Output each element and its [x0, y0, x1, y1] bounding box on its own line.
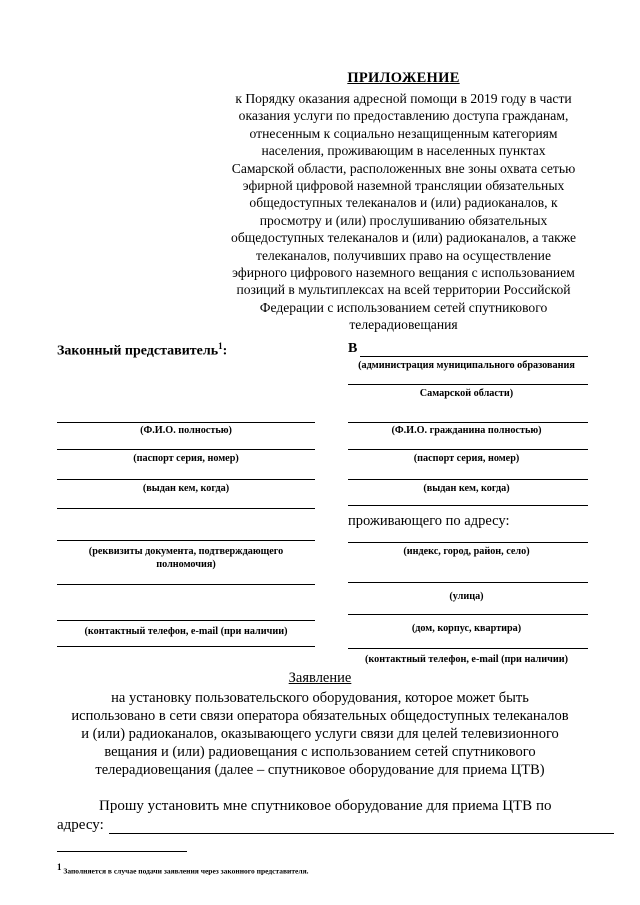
issued-field-line[interactable] [57, 479, 315, 480]
request-text: Прошу установить мне спутниковое оборудование для приема ЦТВ по [99, 798, 552, 814]
appendix-line: позиций в мультиплексах на всей территории Российской [236, 282, 571, 298]
statement-title: Заявление [288, 670, 352, 686]
authority-doc-field-line[interactable] [57, 540, 315, 541]
appendix-line: Самарской области, расположенных вне зоны охвата сетью [231, 160, 576, 176]
address-label: адресу: [57, 817, 104, 833]
region-caption: Самарской области) [419, 388, 514, 399]
index-caption: (индекс, город, район, село) [403, 546, 530, 557]
statement-line: вещания и (или) радиовещания с использованием сетей спутникового [104, 744, 536, 760]
citizen-issued-field-line[interactable] [348, 479, 588, 480]
appendix-line: оказания услуги по предоставлению доступа гражданам, [238, 108, 569, 124]
street-caption: (улица) [449, 591, 484, 602]
house-caption: (дом, корпус, квартира) [411, 623, 522, 634]
request-block [57, 797, 605, 836]
address-row [57, 816, 605, 836]
appendix-line: Федерации с использованием сетей спутникового [259, 299, 548, 315]
citizen-phone-field-line[interactable] [348, 648, 588, 649]
appendix-line: телерадиовещания [349, 317, 458, 333]
label-colon: : [222, 343, 228, 359]
footnote-number: 1 [57, 862, 62, 872]
statement-line: использовано в сети связи оператора обязательных общедоступных телеканалов [71, 708, 569, 724]
statement-line: и (или) радиоканалов, оказывающего услуги связи для целей телевизионного [81, 726, 559, 742]
addressee-prefix: В [348, 341, 358, 356]
appendix-line: общедоступных телеканалов и (или) радиоканалов, а также [231, 230, 576, 246]
house-field-line[interactable] [348, 614, 588, 615]
street-field-line[interactable] [348, 582, 588, 583]
citizen-passport-field-line[interactable] [348, 449, 588, 450]
residing-label: проживающего по адресу: [348, 513, 510, 529]
footnote-mark: 1 [218, 341, 223, 351]
authority-doc-caption-1: (реквизиты документа, подтверждающего [88, 546, 284, 557]
phone-caption: (контактный телефон, e-mail (при наличии) [84, 626, 288, 637]
statement-block [40, 670, 600, 779]
administration-caption: (администрация муниципального образования [358, 360, 575, 371]
phone-field-line[interactable] [57, 620, 315, 621]
footnote [57, 862, 309, 876]
citizen-phone-caption: (контактный телефон, e-mail (при наличии) [365, 654, 568, 665]
citizen-issued-caption: (выдан кем, когда) [423, 483, 510, 494]
appendix-line: к Порядку оказания адресной помощи в 2019 году в части [235, 91, 572, 106]
appendix-line: телеканалов, получивших право на осуществление [256, 247, 551, 263]
appendix-header [205, 70, 602, 334]
citizen-fio-caption: (Ф.И.О. гражданина полностью) [391, 425, 542, 436]
passport-caption: (паспорт серия, номер) [133, 453, 239, 464]
statement-line: на установку пользовательского оборудования, которое может быть [111, 690, 529, 706]
issued-caption: (выдан кем, когда) [142, 483, 230, 494]
fio-field-line[interactable] [57, 422, 315, 423]
citizen-fio-field-line[interactable] [348, 422, 588, 423]
appendix-line: просмотру и (или) прослушиванию обязательных [259, 212, 548, 228]
footnote-separator [57, 851, 187, 852]
appendix-title: ПРИЛОЖЕНИЕ [347, 70, 460, 86]
passport-field-line[interactable] [57, 449, 315, 450]
authority-doc-field-line-2[interactable] [57, 584, 315, 585]
legal-representative-label [57, 341, 227, 360]
footnote-text: Заполняется в случае подачи заявления через законного представителя. [61, 866, 309, 876]
administration-field-line[interactable] [360, 356, 588, 357]
appendix-line: населения, проживающим в населенных пунктах [261, 143, 546, 159]
appendix-line: эфирной цифровой наземной трансляции обязательных [242, 178, 565, 194]
legal-representative-text: Законный представитель [57, 343, 219, 359]
appendix-line: отнесенным к социально незащищенным категориям [249, 125, 558, 141]
citizen-issued-field-line-2[interactable] [348, 505, 588, 506]
citizen-passport-caption: (паспорт серия, номер) [413, 453, 520, 464]
phone-field-line-2[interactable] [57, 646, 315, 647]
fio-caption: (Ф.И.О. полностью) [140, 425, 232, 436]
appendix-line: эфирного цифрового наземного вещания с использованием [232, 265, 575, 281]
statement-line: телерадиовещания (далее – спутниковое оборудование для приема ЦТВ) [95, 762, 545, 778]
appendix-lines [205, 90, 602, 334]
issued-field-line-2[interactable] [57, 508, 315, 509]
region-field-line[interactable] [348, 384, 588, 385]
appendix-line: общедоступных телеканалов и (или) радиоканалов, к [249, 195, 558, 211]
index-field-line[interactable] [348, 542, 588, 543]
address-field-line[interactable] [109, 833, 614, 834]
authority-doc-caption-2: полномочия) [156, 559, 216, 570]
